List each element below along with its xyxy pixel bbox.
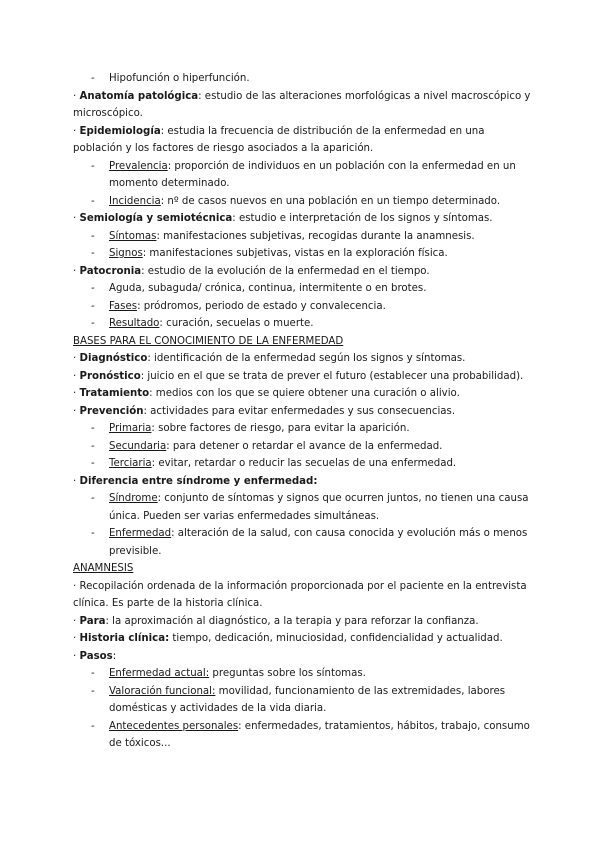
sub-item-prevalencia (73, 158, 535, 193)
bullet-mark: · (73, 265, 77, 277)
description: preguntas sobre los síntomas. (209, 668, 366, 679)
term: Antecedentes personales (109, 720, 239, 732)
bullet-mark: · (73, 370, 77, 382)
bullet-mark: · (73, 475, 77, 487)
dash-mark: - (91, 248, 95, 259)
bullet-mark: · (73, 405, 77, 417)
sub-item-sindrome (73, 490, 535, 525)
description: tiempo, dedicación, minuciosidad, confidencialidad y actualidad. (169, 633, 503, 644)
description: : medios con los que se quiere obtener una curación o alivio. (149, 388, 460, 399)
bullet-item-para (73, 613, 535, 631)
term: Enfermedad (109, 528, 172, 539)
term: Epidemiología (79, 125, 161, 137)
description: : nº de casos nuevos en una población en un tiempo determinado. (160, 195, 501, 207)
description: Aguda, subaguda/ crónica, continua, intermitente o en brotes. (109, 283, 427, 294)
sub-item-valoracion-funcional (73, 683, 535, 718)
bullet-mark: · (73, 213, 77, 224)
dash-mark: - (91, 318, 95, 329)
sub-item-sintomas (73, 228, 535, 246)
dash-mark: - (91, 668, 95, 679)
term: Diagnóstico (79, 353, 148, 364)
term: Valoración funcional: (109, 685, 216, 697)
dash-mark: - (91, 73, 95, 84)
term: Síntomas (109, 230, 157, 242)
bullet-mark: · (73, 650, 77, 662)
bullet-mark: · (73, 353, 77, 364)
bullet-item-historia-clinica (73, 630, 535, 648)
term: Diferencia entre síndrome y enfermedad: (79, 475, 318, 487)
term: Historia clínica: (79, 633, 170, 644)
sub-item-enfermedad (73, 525, 535, 560)
description: : identificación de la enfermedad según los signos y síntomas. (147, 353, 466, 364)
dash-mark: - (91, 195, 95, 207)
description: : proporción de individuos en un población con la enfermedad en un momento determinado. (109, 160, 516, 189)
sub-item-aguda-subaguda-cro (73, 280, 535, 298)
bullet-mark: · (73, 615, 77, 627)
description: : estudia la frecuencia de distribución de la enfermedad en una población y los factores de riesgo asociados a la aparición. (73, 125, 485, 154)
description: Recopilación ordenada de la información proporcionada por el paciente en la entrevista clínica. Es parte de la historia clínica. (73, 580, 527, 609)
dash-mark: - (91, 720, 95, 732)
term: Patocronia (79, 265, 142, 277)
dash-mark: - (91, 685, 95, 697)
term: Pronóstico (79, 370, 141, 382)
description: : sobre factores de riesgo, para evitar la aparición. (151, 423, 410, 434)
sub-item-primaria (73, 420, 535, 438)
sub-item-fases (73, 298, 535, 316)
bullet-item-anatomia-patologica (73, 88, 535, 123)
description: : conjunto de síntomas y signos que ocurren juntos, no tienen una causa única. Pueden ser varias enfermedades simultáneas. (109, 493, 529, 522)
bullet-item-epidemiologia (73, 123, 535, 158)
bullet-item-patocronia (73, 263, 535, 281)
term: Semiología y semiotécnica (79, 213, 233, 224)
dash-mark: - (91, 283, 95, 294)
bullet-item-semiologia-y-semiotecnica (73, 210, 535, 228)
description: : alteración de la salud, con causa conocida y evolución más o menos previsible. (109, 528, 528, 557)
description: : estudio e interpretación de los signos y síntomas. (232, 213, 493, 224)
description: Hipofunción o hiperfunción. (109, 73, 250, 84)
term: Anatomía patológica (79, 90, 199, 102)
description: : curación, secuelas o muerte. (159, 318, 314, 329)
term: Prevalencia (109, 160, 168, 172)
dash-mark: - (91, 423, 95, 434)
term: Secundaria (109, 440, 167, 452)
bullet-mark: · (73, 388, 77, 399)
dash-mark: - (91, 230, 95, 242)
section-heading-anamnesis: ANAMNESIS (73, 563, 134, 574)
term: Pasos (79, 650, 113, 662)
sub-item-enfermedad-actual (73, 665, 535, 683)
dash-mark: - (91, 300, 95, 312)
sub-item-resultado (73, 315, 535, 333)
sub-item-terciaria (73, 455, 535, 473)
bullet-item-recopilacion-ordenad (73, 578, 535, 613)
bullet-item-pronostico (73, 368, 535, 386)
sub-item-signos (73, 245, 535, 263)
term: Prevención (79, 405, 144, 417)
description: : pródromos, periodo de estado y convalecencia. (137, 300, 386, 312)
description: : manifestaciones subjetivas, vistas en la exploración física. (142, 248, 448, 259)
description: : la aproximación al diagnóstico, a la terapia y para reforzar la confianza. (105, 615, 479, 627)
term: Para (79, 615, 106, 627)
bullet-item-tratamiento (73, 385, 535, 403)
description: : (112, 650, 117, 662)
description: : estudio de la evolución de la enfermedad en el tiempo. (141, 265, 430, 277)
description: : actividades para evitar enfermedades y sus consecuencias. (143, 405, 456, 417)
term: Resultado (109, 318, 160, 329)
dash-mark: - (91, 528, 95, 539)
dash-mark: - (91, 440, 95, 452)
term: Tratamiento (79, 388, 150, 399)
term: Signos (109, 248, 143, 259)
description: : evitar, retardar o reducir las secuelas de una enfermedad. (151, 458, 457, 469)
term: Primaria (109, 423, 152, 434)
bullet-item-diferencia-entre-sindrome-y-enfermedad (73, 473, 535, 491)
bullet-mark: · (73, 125, 77, 137)
sub-item-hipofuncion-o-hiperf (73, 70, 535, 88)
document-page (73, 70, 535, 753)
bullet-mark: · (73, 90, 77, 102)
term: Síndrome (109, 493, 158, 504)
description: movilidad, funcionamiento de las extremidades, labores domésticas y actividades de la vida diaria. (109, 685, 506, 714)
term: Incidencia (109, 195, 161, 207)
bullet-mark: · (73, 633, 77, 644)
bullet-item-pasos (73, 648, 535, 666)
dash-mark: - (91, 493, 95, 504)
bullet-mark: · (73, 580, 77, 592)
section-heading-bases-para-el-conocimiento-de-la-enfermedad: BASES PARA EL CONOCIMIENTO DE LA ENFERMEDAD (73, 335, 344, 347)
sub-item-antecedentes-personales (73, 718, 535, 753)
term: Terciaria (109, 458, 152, 469)
description: : estudio de las alteraciones morfológicas a nivel macroscópico y microscópico. (73, 90, 531, 119)
description: : manifestaciones subjetivas, recogidas durante la anamnesis. (156, 230, 475, 242)
term: Enfermedad actual: (109, 668, 210, 679)
term: Fases (109, 300, 138, 312)
dash-mark: - (91, 458, 95, 469)
bullet-item-diagnostico (73, 350, 535, 368)
bullet-item-prevencion (73, 403, 535, 421)
sub-item-incidencia (73, 193, 535, 211)
dash-mark: - (91, 160, 95, 172)
description: : juicio en el que se trata de prever el futuro (establecer una probabilidad). (140, 370, 524, 382)
description: : enfermedades, tratamientos, hábitos, trabajo, consumo de tóxicos... (109, 720, 530, 749)
sub-item-secundaria (73, 438, 535, 456)
description: : para detener o retardar el avance de la enfermedad. (166, 440, 443, 452)
